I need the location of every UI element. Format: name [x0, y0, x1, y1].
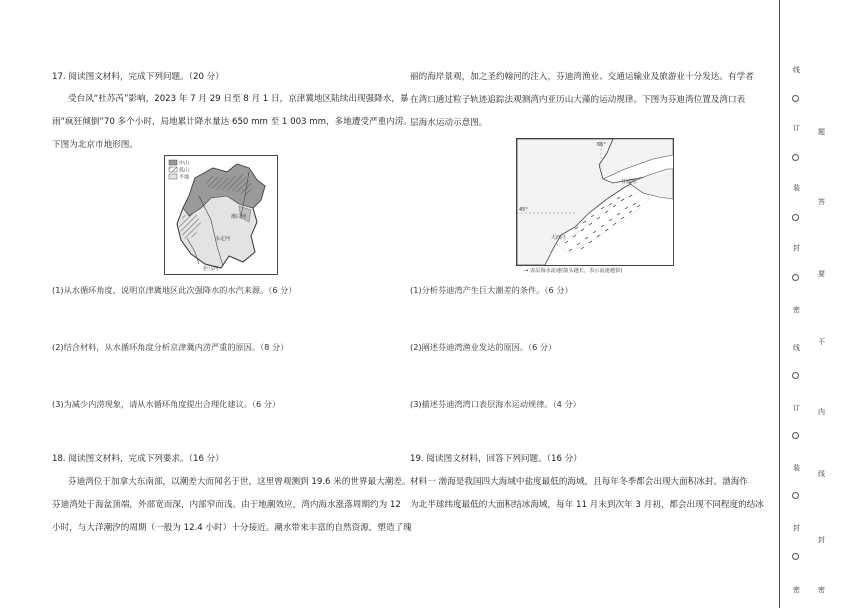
- q17-paragraph-line2: 雨“疯狂倾倒”70 多个小时，局地累计降水量达 650 mm 至 1 003 mm，多地遭受严重内涝。: [52, 117, 412, 127]
- margin-circle: [792, 95, 799, 102]
- margin-circle: [792, 372, 799, 379]
- margin-char: 订: [793, 404, 800, 412]
- margin-char: 密: [818, 586, 825, 594]
- q18-sub-question-1: (1)分析芬迪湾产生巨大潮差的条件。（6 分）: [410, 285, 573, 295]
- q18-paragraph-line2: 芬迪湾处于海盆顶端，外部宽而深，内部窄而浅。由于地潮效应，湾内海水涨落周期约为 12: [52, 500, 401, 510]
- margin-circle: [792, 154, 799, 161]
- margin-char: 装: [793, 184, 800, 192]
- margin-char: 装: [793, 464, 800, 472]
- map-legend-1: 中山: [179, 160, 190, 167]
- binding-margin-line: [779, 0, 780, 608]
- map-label-juma: 拒马河: [203, 266, 219, 272]
- q18-sub-question-2: (2)阐述芬迪湾渔业发达的原因。（6 分）: [410, 342, 557, 352]
- margin-char: 答: [818, 198, 825, 206]
- margin-char: 封: [793, 524, 800, 532]
- margin-char: 不: [818, 338, 825, 346]
- q17-title: 17. 阅读图文材料，完成下列问题。（20 分）: [52, 72, 224, 82]
- q18-paragraph-line3: 小时，与大洋潮汐的周期（一般为 12.4 小时）十分接近。潮水带来丰富的自然资源，塑造了瑰: [52, 523, 412, 533]
- margin-circle: [792, 432, 799, 439]
- q18-paragraph-line1: 芬迪湾位于加拿大东南部，以潮差大而闻名于世，这里曾观测到 19.6 米的世界最大潮差。: [68, 477, 411, 487]
- margin-char: 线: [793, 344, 800, 352]
- margin-char: 封: [793, 244, 800, 252]
- margin-char: 题: [818, 128, 825, 136]
- fig-sea-label: 大西洋: [551, 235, 567, 241]
- q18-paragraph-line6: 层海水运动示意图。: [410, 118, 488, 128]
- fundy-bay-figure: [516, 138, 674, 266]
- q18-paragraph-line5: 在湾口通过粒子轨迹追踪法观测湾内亚历山大藻的运动规律。下图为芬迪湾位置及湾口表: [410, 95, 746, 105]
- margin-circle: [792, 274, 799, 281]
- margin-char: 线: [818, 470, 825, 478]
- fundy-fig-caption: → 表层海水流速(箭头越长，表示流速越快): [524, 268, 623, 274]
- map-legend-2: 低山: [179, 167, 190, 174]
- q18-paragraph-line4: 丽的海岸景观，加之圣约翰河的注入，芬迪湾渔业、交通运输业及旅游业十分发达。有学者: [410, 72, 754, 82]
- margin-circle: [792, 492, 799, 499]
- margin-char: 密: [793, 586, 800, 594]
- margin-char: 内: [818, 408, 825, 416]
- margin-char: 要: [818, 270, 825, 278]
- margin-char: 密: [793, 306, 800, 314]
- q17-sub-question-1: (1)从水循环角度，说明京津冀地区此次强降水的水汽来源。（6 分）: [52, 285, 297, 295]
- margin-circle: [792, 553, 799, 560]
- margin-char: 订: [793, 124, 800, 132]
- fig-longitude-label: 66°: [597, 142, 606, 148]
- margin-char: 线: [793, 66, 800, 74]
- q17-paragraph-line3: 下图为北京市地形图。: [52, 140, 138, 150]
- fig-latitude-label: 45°: [519, 207, 528, 213]
- margin-char: 封: [818, 536, 825, 544]
- fig-bay-label: 芬迪湾: [621, 179, 637, 185]
- fundy-bay-graphic: [517, 139, 673, 265]
- q17-sub-question-3: (3)为减少内涝现象，请从水循环角度提出合理化建议。（6 分）: [52, 399, 281, 409]
- q19-title: 19. 阅读图文材料，回答下列问题。（16 分）: [410, 454, 582, 464]
- q19-material1-line2: 为北半球纬度最低的大面积结冰海域，每年 11 月末到次年 3 月初，都会出现不同程度的结冰: [410, 500, 764, 510]
- map-label-yongding: 永定河: [215, 236, 231, 242]
- q17-paragraph-line1: 受台风“杜苏芮”影响，2023 年 7 月 29 日至 8 月 1 日，京津冀地区陆续出现强降水，暴: [68, 94, 409, 104]
- beijing-terrain-map-graphic: [165, 156, 277, 274]
- map-legend-3: 平地: [179, 174, 190, 181]
- q19-material1-line1: 材料一 渤海是我国四大海域中盐度最低的海域，且每年冬季都会出现大面积冰封。渤海作: [410, 477, 748, 487]
- map-label-chaobai: 潮白河: [231, 214, 247, 220]
- q18-sub-question-3: (3)描述芬迪湾湾口表层海水运动规律。（4 分）: [410, 399, 581, 409]
- margin-circle: [792, 214, 799, 221]
- q18-title: 18. 阅读图文材料，完成下列要求。（16 分）: [52, 454, 224, 464]
- beijing-terrain-map: [164, 155, 278, 275]
- q17-sub-question-2: (2)结合材料，从水循环角度分析京津冀内涝严重的原因。（8 分）: [52, 342, 289, 352]
